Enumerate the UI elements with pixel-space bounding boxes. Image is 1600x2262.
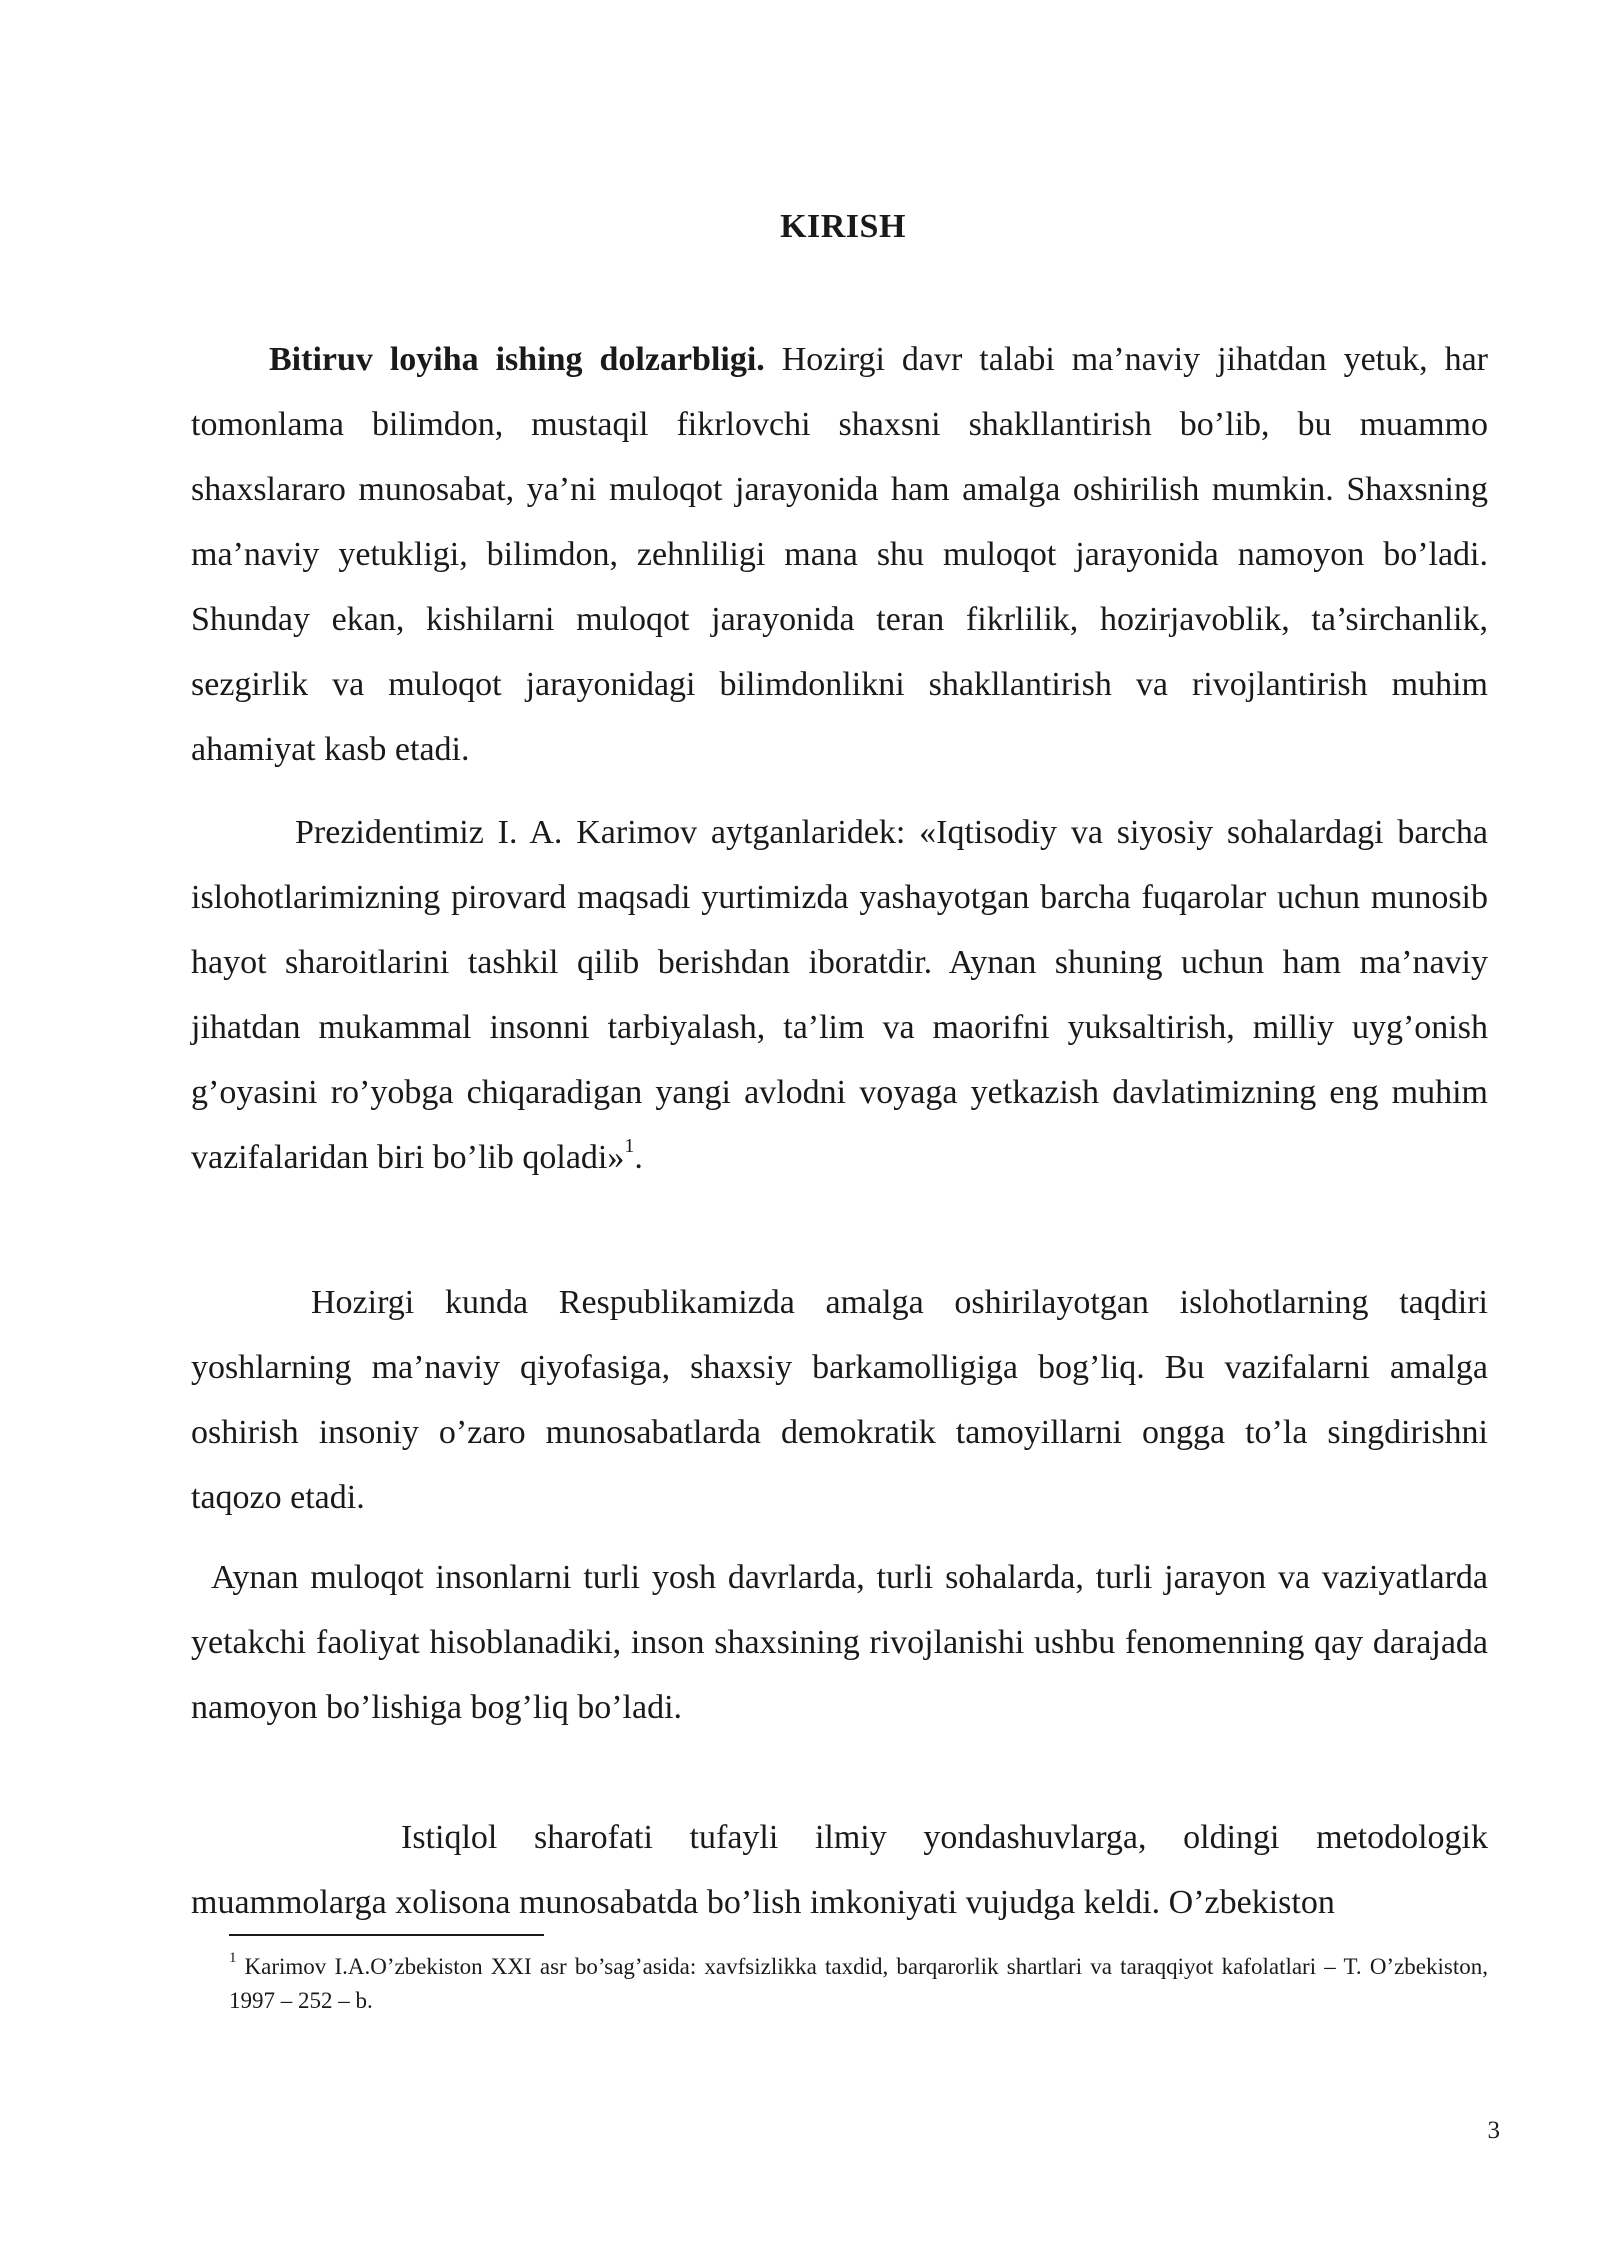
page-title: KIRISH bbox=[780, 208, 906, 245]
paragraph-independence bbox=[191, 1805, 1488, 1935]
footnote bbox=[229, 1950, 1488, 2018]
footnote-text: Karimov I.A.O’zbekiston XXI asr bo’sag’asida: xavfsizlikka taxdid, barqarorlik shartlari va taraqqiyot kafolatlari – T. O’zbekiston, 1997 – 252 – b. bbox=[229, 1954, 1488, 2013]
paragraph-president-quote bbox=[191, 800, 1488, 1190]
paragraph-relevance bbox=[191, 327, 1488, 782]
paragraph-text: Hozirgi kunda Respublikamizda amalga oshirilayotgan islohotlarning taqdiri yoshlarning ma’naviy qiyofasiga, shaxsiy barkamolligiga bog’liq. Bu vazifalarni amalga oshirish insoniy o’zaro munosabatlarda demokratik tamoyillarni ongga to’la singdirishni taqozo etadi. bbox=[191, 1284, 1488, 1516]
paragraph-end-punctuation: . bbox=[634, 1139, 643, 1176]
footnote-reference: 1 bbox=[624, 1134, 635, 1157]
footnote-number: 1 bbox=[229, 1950, 237, 1967]
paragraph-communication bbox=[191, 1545, 1488, 1740]
paragraph-text: Aynan muloqot insonlarni turli yosh davrlarda, turli sohalarda, turli jarayon va vaziyatlarda yetakchi faoliyat hisoblanadiki, inson shaxsining rivojlanishi ushbu fenomenning qay darajada namoyon bo’lishiga bog’liq bo’ladi. bbox=[191, 1559, 1488, 1726]
page-number: 3 bbox=[1487, 2117, 1500, 2144]
paragraph-lead-heading: Bitiruv loyiha ishing dolzarbligi. bbox=[269, 341, 765, 378]
paragraph-text: Hozirgi davr talabi ma’naviy jihatdan yetuk, har tomonlama bilimdon, mustaqil fikrlovchi shaxsni shakllantirish bo’lib, bu muammo shaxslararo munosabat, ya’ni muloqot jarayonida ham amalga oshirilish mumkin. Shaxsning ma’naviy yetukligi, bilimdon, zehnliligi mana shu muloqot jarayonida namoyon bo’ladi. Shunday ekan, kishilarni muloqot jarayonida teran fikrlilik, hozirjavoblik, ta’sirchanlik, sezgirlik va muloqot jarayonidagi bilimdonlikni shakllantirish va rivojlantirish muhim ahamiyat kasb etadi. bbox=[191, 341, 1488, 768]
paragraph-text: Istiqlol sharofati tufayli ilmiy yondashuvlarga, oldingi metodologik muammolarga xolisona munosabatda bo’lish imkoniyati vujudga keldi. O’zbekiston bbox=[191, 1819, 1488, 1921]
paragraph-text: Prezidentimiz I. A. Karimov aytganlaridek: «Iqtisodiy va siyosiy sohalardagi barcha islohotlarimizning pirovard maqsadi yurtimizda yashayotgan barcha fuqarolar uchun munosib hayot sharoitlarini tashkil qilib berishdan iboratdir. Aynan shuning uchun ham ma’naviy jihatdan mukammal insonni tarbiyalash, ta’lim va maorifni yuksaltirish, milliy uyg’onish g’oyasini ro’yobga chiqaradigan yangi avlodni voyaga yetkazish davlatimizning eng muhim vazifalaridan biri bo’lib qoladi» bbox=[191, 814, 1488, 1176]
paragraph-reforms bbox=[191, 1270, 1488, 1530]
footnote-separator bbox=[229, 1934, 544, 1936]
